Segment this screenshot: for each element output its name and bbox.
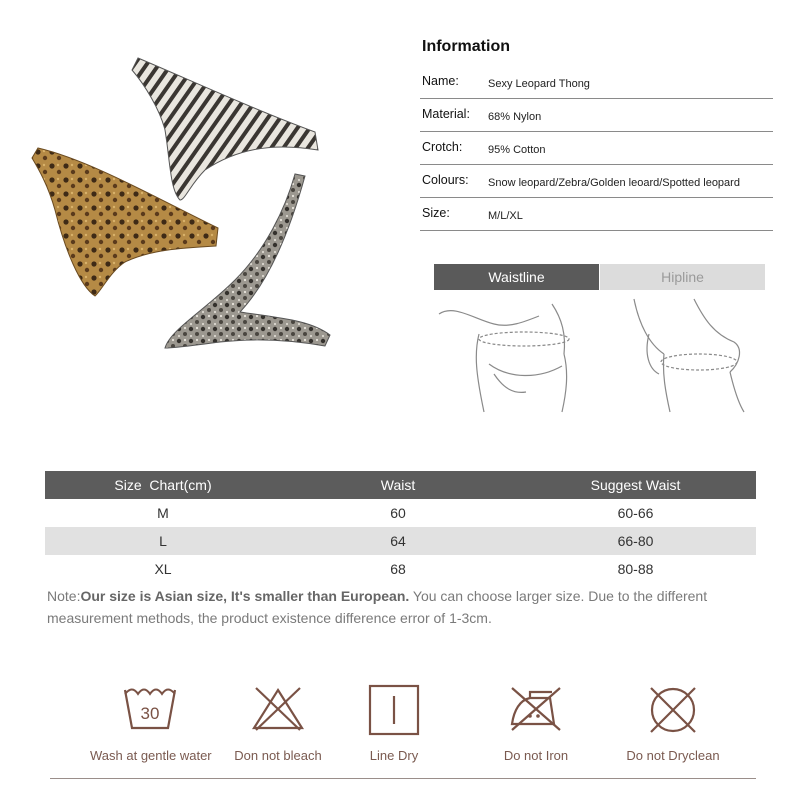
care-label-iron: Do not Iron	[503, 748, 569, 763]
table-row	[45, 555, 756, 583]
waist-cell: 68	[390, 561, 406, 577]
waist-figure	[439, 304, 569, 412]
measure-tabs	[434, 264, 765, 290]
table-row	[45, 527, 756, 555]
size-cell: XL	[154, 561, 172, 577]
info-label: Crotch:	[422, 140, 463, 154]
info-label: Name:	[422, 74, 459, 88]
info-value: 68% Nylon	[488, 111, 542, 123]
size-cell: L	[159, 533, 167, 549]
info-value: M/L/XL	[488, 210, 523, 222]
header-waist: Waist	[380, 477, 416, 493]
waist-cell: 64	[390, 533, 406, 549]
suggest-waist-cell: 66-80	[617, 533, 654, 549]
info-value: Snow leopard/Zebra/Golden leoard/Spotted leopard	[488, 177, 740, 189]
suggest-waist-cell: 60-66	[617, 505, 654, 521]
product-image	[20, 50, 400, 370]
size-cell: M	[157, 505, 169, 521]
info-row-name	[420, 72, 773, 99]
care-label-dry: Line Dry	[369, 748, 419, 763]
note-text: You can choose larger size. Due to the different measurement methods, the product existence difference error of 1-3cm.	[47, 588, 708, 626]
no-iron-icon	[506, 684, 566, 732]
care-label-wash: Wash at gentle water	[90, 748, 212, 763]
info-label: Size:	[422, 206, 450, 220]
tab-hipline[interactable]: Hipline	[600, 264, 765, 290]
tab-waistline[interactable]: Waistline	[434, 264, 599, 290]
measurement-illustration	[434, 294, 765, 414]
wash-temperature: 30	[140, 704, 160, 723]
care-label-dryclean: Do not Dryclean	[626, 748, 720, 763]
info-value: 95% Cotton	[488, 144, 546, 156]
info-row-material	[420, 105, 773, 132]
suggest-waist-cell: 80-88	[617, 561, 654, 577]
info-row-crotch	[420, 138, 773, 165]
info-label: Material:	[422, 107, 470, 121]
info-row-size	[420, 204, 773, 231]
care-label-bleach: Don not bleach	[234, 748, 322, 763]
header-suggest-waist: Suggest Waist	[590, 477, 681, 493]
info-row-colours	[420, 171, 773, 198]
line-dry-icon	[366, 684, 422, 736]
waist-cell: 60	[390, 505, 406, 521]
table-row	[45, 499, 756, 527]
information-title: Information	[422, 38, 510, 55]
hip-figure	[634, 299, 744, 412]
divider	[50, 778, 756, 779]
size-chart	[45, 471, 756, 583]
spotted-thong	[165, 174, 330, 348]
size-chart-header	[45, 471, 756, 499]
wash-tub-icon	[122, 684, 178, 732]
no-dryclean-icon	[645, 684, 701, 736]
care-no-iron	[476, 684, 596, 763]
care-wash	[90, 684, 210, 763]
no-bleach-icon	[250, 684, 306, 732]
note-prefix: Note:	[47, 588, 81, 604]
care-line-dry	[334, 684, 454, 763]
info-label: Colours:	[422, 173, 469, 187]
care-no-bleach	[218, 684, 338, 763]
zebra-thong	[132, 58, 318, 200]
size-note	[47, 585, 747, 629]
header-size-chart: Size Chart(cm)	[114, 477, 212, 493]
care-no-dryclean	[613, 684, 733, 763]
note-bold: Our size is Asian size, It's smaller than European.	[80, 588, 410, 604]
info-value: Sexy Leopard Thong	[488, 78, 590, 90]
